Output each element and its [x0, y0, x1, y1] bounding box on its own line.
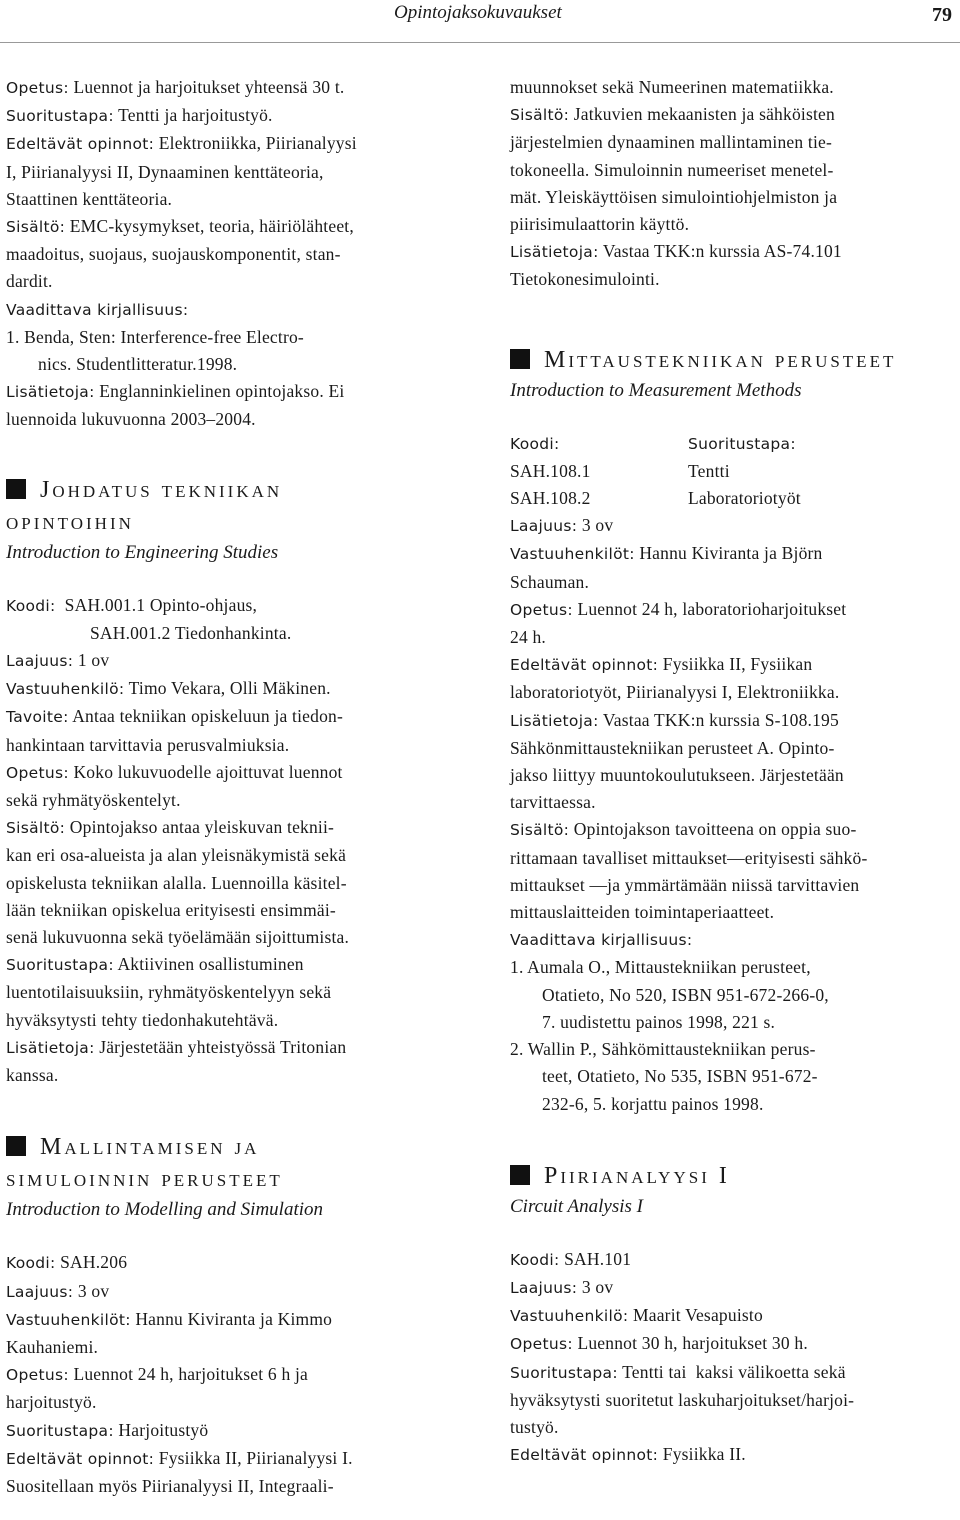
field-value: I, Piirianalyysi II, Dynaaminen kenttäteoria, — [6, 161, 324, 182]
table-row — [510, 485, 956, 512]
section-square-icon — [510, 349, 530, 369]
text-line — [6, 102, 452, 130]
field-value: Opintojakso antaa yleiskuvan teknii- — [65, 817, 335, 838]
text-line — [510, 1414, 956, 1441]
field-value: Tietokonesimulointi. — [510, 269, 660, 290]
text-line — [6, 241, 452, 268]
text-line — [6, 870, 452, 897]
text-line — [6, 1361, 452, 1389]
text-line — [6, 979, 452, 1006]
running-title: Opintojaksokuvaukset — [394, 2, 562, 23]
field-value: Koko lukuvuodelle ajoittuvat luennot — [68, 761, 343, 782]
field-value: 7. uudistettu painos 1998, 221 s. — [542, 1011, 776, 1032]
left-intro-block — [6, 74, 452, 434]
field-value: piirisimulaattorin käyttö. — [510, 214, 690, 235]
field-label: Opetus: — [6, 79, 69, 97]
field-value: 1. Benda, Sten: Interference-free Electro- — [6, 326, 304, 347]
text-line — [6, 787, 452, 814]
text-line — [6, 1007, 452, 1034]
field-value: luentotilaisuuksiin, ryhmätyöskentelyyn sekä — [6, 982, 332, 1003]
field-label: Koodi: — [510, 1250, 560, 1269]
field-value: maadoitus, suojaus, suojauskomponentit, stan- — [6, 244, 341, 265]
field-value: Schauman. — [510, 571, 590, 592]
field-value: sekä ryhmätyöskentelyt. — [6, 790, 181, 811]
field-value: tustyö. — [510, 1416, 559, 1437]
field-value: Suositellaan myös Piirianalyysi II, Integraali- — [6, 1475, 334, 1496]
field-value: jakso liittyy muuntokoulutukseen. Järjestetään — [510, 765, 844, 786]
text-line — [510, 1246, 956, 1274]
field-value: järjestelmien dynaaminen mallintaminen tie- — [510, 132, 833, 153]
text-line — [6, 1306, 452, 1334]
field-value: Hannu Kiviranta ja Björn — [634, 543, 823, 564]
text-line — [6, 406, 452, 433]
text-line — [510, 266, 956, 293]
text-line — [510, 596, 956, 624]
field-value: Aktiivinen osallistuminen — [113, 954, 304, 975]
text-line — [6, 951, 452, 979]
section-title: Johdatus tekniikan — [6, 474, 452, 506]
text-line — [510, 512, 956, 540]
code-table-header — [510, 430, 956, 458]
text-line — [6, 159, 452, 186]
field-label: Suoritustapa: — [510, 1363, 618, 1382]
text-line — [6, 842, 452, 869]
text-line — [6, 1034, 452, 1062]
page-header — [0, 0, 960, 44]
text-line — [510, 845, 956, 872]
field-value: Tentti ja harjoitustyö. — [113, 105, 273, 126]
field-label: Sisältö: — [510, 821, 570, 840]
text-line — [6, 759, 452, 787]
field-value: Kauhaniemi. — [6, 1336, 99, 1357]
field-value: Opintojakson tavoitteena on oppia suo- — [569, 819, 857, 840]
text-line — [510, 679, 956, 706]
field-label: Laajuus: — [6, 1282, 74, 1301]
text-line — [6, 296, 452, 324]
text-line — [6, 1334, 452, 1361]
field-value: Timo Vekara, Olli Mäkinen. — [124, 678, 331, 699]
field-label: Lisätietoja: — [6, 383, 95, 402]
text-line — [510, 1359, 956, 1387]
text-line — [510, 954, 956, 981]
field-value: Fysiikka II, Fysiikan — [658, 654, 813, 675]
field-value: mittauslaitteiden toimintaperiaatteet. — [510, 902, 775, 923]
text-line — [6, 1249, 452, 1277]
header-rule — [0, 42, 960, 43]
field-label: Laajuus: — [510, 1278, 578, 1297]
section-square-icon — [6, 479, 26, 499]
field-value: lään tekniikan opiskelua erityisesti ensimmäi- — [6, 899, 336, 920]
field-value: rittamaan tavalliset mittaukset—erityisesti sähkö- — [510, 847, 868, 868]
text-line — [6, 74, 452, 102]
field-value: tarvittaessa. — [510, 792, 596, 813]
text-line — [510, 540, 956, 568]
field-value: mittaukset —ja ymmärtämään niissä tarvittavien — [510, 874, 860, 895]
page-number: 79 — [932, 4, 952, 26]
field-label: Sisältö: — [6, 819, 66, 838]
text-line — [510, 816, 956, 844]
field-label: Vastuuhenkilöt: — [510, 545, 635, 564]
field-value: 24 h. — [510, 627, 546, 648]
section-title: Piirianalyysi I — [510, 1160, 956, 1192]
field-value: hankintaan tarvittavia perusvalmiuksia. — [6, 734, 290, 755]
table-cell: Tentti — [688, 460, 730, 481]
section-body — [6, 1249, 452, 1500]
text-line — [510, 101, 956, 129]
field-label: Koodi: — [6, 596, 56, 615]
field-value: 3 ov — [577, 515, 614, 536]
text-line — [510, 1387, 956, 1414]
field-value: Elektroniikka, Piirianalyysi — [154, 133, 357, 154]
text-line — [510, 899, 956, 926]
section-body — [6, 592, 452, 1090]
table-cell: Laboratoriotyöt — [688, 488, 801, 509]
field-label: Edeltävät opinnot: — [510, 1446, 659, 1465]
field-value: Vastaa TKK:n kurssia S-108.195 — [598, 709, 839, 730]
field-label: Lisätietoja: — [510, 711, 599, 730]
field-value: Vastaa TKK:n kurssia AS-74.101 — [598, 241, 842, 262]
field-value: teet, Otatieto, No 535, ISBN 951-672- — [542, 1066, 818, 1087]
text-line — [510, 74, 956, 101]
field-value: 232-6, 5. korjattu painos 1998. — [542, 1093, 764, 1114]
field-value: Hannu Kiviranta ja Kimmo — [130, 1308, 333, 1329]
section-mittaustekniikka — [510, 344, 956, 1118]
section-subtitle: Circuit Analysis I — [510, 1195, 643, 1217]
right-intro-block — [510, 74, 956, 294]
section-square-icon — [510, 1165, 530, 1185]
field-label: Opetus: — [6, 1366, 69, 1385]
text-line — [6, 213, 452, 241]
text-line — [510, 1302, 956, 1330]
text-line — [510, 1009, 956, 1036]
field-value: Sähkönmittaustekniikan perusteet A. Opinto- — [510, 737, 835, 758]
field-value: muunnokset sekä Numeerinen matematiikka. — [510, 77, 834, 97]
field-value: Harjoitustyö — [113, 1419, 209, 1440]
field-label: Vastuuhenkilö: — [6, 680, 125, 699]
field-label: Laajuus: — [510, 517, 578, 536]
field-label: Edeltävät opinnot: — [6, 1449, 155, 1468]
field-value: dardit. — [6, 271, 53, 292]
field-value: hyväksytysti tehty tiedonhakutehtävä. — [6, 1009, 279, 1030]
field-value: Englanninkielinen opintojakso. Ei — [94, 381, 345, 402]
section-title-line2: simuloinnin perusteet — [6, 1166, 283, 1193]
field-label: Vaadittava kirjallisuus: — [6, 300, 189, 319]
field-label: Laajuus: — [6, 652, 74, 671]
text-line — [510, 1063, 956, 1090]
field-value: SAH.001.2 Tiedonhankinta. — [90, 622, 292, 643]
text-line — [6, 1473, 452, 1500]
text-line — [510, 982, 956, 1009]
field-value: 2. Wallin P., Sähkömittaustekniikan perus- — [510, 1039, 816, 1060]
text-line — [510, 735, 956, 762]
section-title: Mittaustekniikan perusteet — [510, 344, 956, 376]
field-value: Otatieto, No 520, ISBN 951-672-266-0, — [542, 984, 829, 1005]
text-line — [510, 238, 956, 266]
text-line — [510, 651, 956, 679]
field-label: Lisätietoja: — [6, 1038, 95, 1057]
text-line — [510, 1091, 956, 1118]
text-line — [510, 1330, 956, 1358]
field-label: Edeltävät opinnot: — [6, 135, 155, 154]
text-line — [6, 675, 452, 703]
text-line — [510, 762, 956, 789]
field-value: opiskelusta tekniikan alalla. Luennoilla käsitel- — [6, 872, 347, 893]
field-value: senä lukuvuonna sekä työelämään sijoittumista. — [6, 927, 350, 948]
field-value: nics. Studentlitteratur.1998. — [38, 354, 238, 375]
text-line — [6, 924, 452, 951]
field-value: Järjestetään yhteistyössä Tritonian — [94, 1036, 347, 1057]
text-line — [510, 789, 956, 816]
text-line — [6, 1445, 452, 1473]
text-line — [6, 647, 452, 675]
text-line — [6, 130, 452, 158]
field-label: Lisätietoja: — [510, 243, 599, 262]
text-line — [6, 268, 452, 295]
text-line — [6, 1389, 452, 1416]
field-label: Edeltävät opinnot: — [510, 656, 659, 675]
field-label: Tavoite: — [6, 708, 69, 727]
field-value: Luennot 24 h, harjoitukset 6 h ja — [68, 1364, 308, 1385]
left-column — [6, 74, 452, 1500]
text-line — [510, 1036, 956, 1063]
field-value: Luennot 24 h, laboratorioharjoitukset — [572, 598, 847, 619]
text-line — [510, 707, 956, 735]
field-value: Fysiikka II. — [658, 1444, 746, 1465]
field-label: Opetus: — [6, 763, 69, 782]
section-title-line2: opintoihin — [6, 508, 134, 535]
section-body — [510, 512, 956, 1117]
section-title: Mallintamisen ja — [6, 1131, 452, 1163]
text-line — [6, 351, 452, 378]
field-value: kanssa. — [6, 1065, 59, 1086]
field-value: luennoida lukuvuonna 2003–2004. — [6, 409, 256, 430]
field-label: Suoritustapa: — [6, 1421, 114, 1440]
right-column — [510, 74, 956, 1469]
field-value: Jatkuvien mekaanisten ja sähköisten — [569, 104, 835, 125]
section-subtitle: Introduction to Measurement Methods — [510, 379, 802, 401]
section-mallintaminen — [6, 1131, 452, 1500]
field-label: Sisältö: — [510, 106, 570, 125]
text-line — [6, 378, 452, 406]
field-value: SAH.101 — [559, 1248, 632, 1269]
table-header-code: Koodi: — [510, 434, 560, 453]
text-line — [6, 186, 452, 213]
field-label: Koodi: — [6, 1254, 56, 1273]
field-value: SAH.001.1 Opinto-ohjaus, — [55, 594, 258, 615]
text-line — [6, 814, 452, 842]
section-square-icon — [6, 1136, 26, 1156]
field-value: tokoneella. Simuloinnin numeeriset menetel- — [510, 159, 834, 180]
field-value: Luennot 30 h, harjoitukset 30 h. — [572, 1333, 808, 1354]
field-label: Suoritustapa: — [6, 107, 114, 126]
text-line — [510, 211, 956, 238]
text-line — [6, 1062, 452, 1089]
text-line — [510, 129, 956, 156]
field-value: Staattinen kenttäteoria. — [6, 188, 173, 209]
field-label: Vastuuhenkilöt: — [6, 1310, 131, 1329]
text-line — [6, 703, 452, 731]
field-value: mät. Yleiskäyttöisen simulointiohjelmiston ja — [510, 186, 838, 207]
text-line — [510, 1274, 956, 1302]
field-value: 1 ov — [73, 650, 110, 671]
text-line — [510, 569, 956, 596]
section-johdatus — [6, 474, 452, 1090]
section-subtitle: Introduction to Engineering Studies — [6, 541, 279, 563]
text-line — [510, 184, 956, 211]
field-value: 1. Aumala O., Mittaustekniikan perusteet, — [510, 957, 811, 978]
field-value: laboratoriotyöt, Piirianalyysi I, Elektroniikka. — [510, 682, 840, 703]
text-line — [510, 624, 956, 651]
field-label: Sisältö: — [6, 218, 66, 237]
field-value: Tentti tai kaksi välikoetta sekä — [617, 1361, 846, 1382]
text-line — [6, 324, 452, 351]
field-label: Suoritustapa: — [6, 956, 114, 975]
section-body — [510, 1246, 956, 1470]
field-value: EMC-kysymykset, teoria, häiriölähteet, — [65, 216, 354, 237]
section-piirianalyysi — [510, 1160, 956, 1470]
table-row — [510, 458, 956, 485]
text-line — [510, 926, 956, 954]
table-cell: SAH.108.1 — [510, 460, 591, 481]
table-cell: SAH.108.2 — [510, 488, 591, 509]
text-line — [6, 897, 452, 924]
field-label: Opetus: — [510, 1335, 573, 1354]
section-subtitle: Introduction to Modelling and Simulation — [6, 1199, 323, 1221]
text-line — [510, 157, 956, 184]
field-value: harjoitustyö. — [6, 1392, 97, 1413]
text-line — [6, 620, 452, 647]
field-value: Fysiikka II, Piirianalyysi I. — [154, 1447, 353, 1468]
field-value: Luennot ja harjoitukset yhteensä 30 t. — [68, 77, 345, 97]
text-line — [6, 1417, 452, 1445]
field-value: hyväksytysti suoritetut laskuharjoitukset/harjoi- — [510, 1389, 855, 1410]
field-value: 3 ov — [577, 1276, 614, 1297]
field-label: Vaadittava kirjallisuus: — [510, 931, 693, 950]
text-line — [6, 732, 452, 759]
table-header-method: Suoritustapa: — [688, 434, 796, 453]
text-line — [6, 1278, 452, 1306]
field-label: Opetus: — [510, 600, 573, 619]
field-label: Vastuuhenkilö: — [510, 1307, 629, 1326]
text-line — [510, 872, 956, 899]
field-value: Maarit Vesapuisto — [628, 1305, 763, 1326]
field-value: 3 ov — [73, 1280, 110, 1301]
text-line — [510, 1441, 956, 1469]
field-value: Antaa tekniikan opiskeluun ja tiedon- — [68, 706, 344, 727]
field-value: kan eri osa-alueista ja alan yleisnäkymistä sekä — [6, 845, 347, 866]
text-line — [6, 592, 452, 620]
field-value: SAH.206 — [55, 1252, 128, 1273]
